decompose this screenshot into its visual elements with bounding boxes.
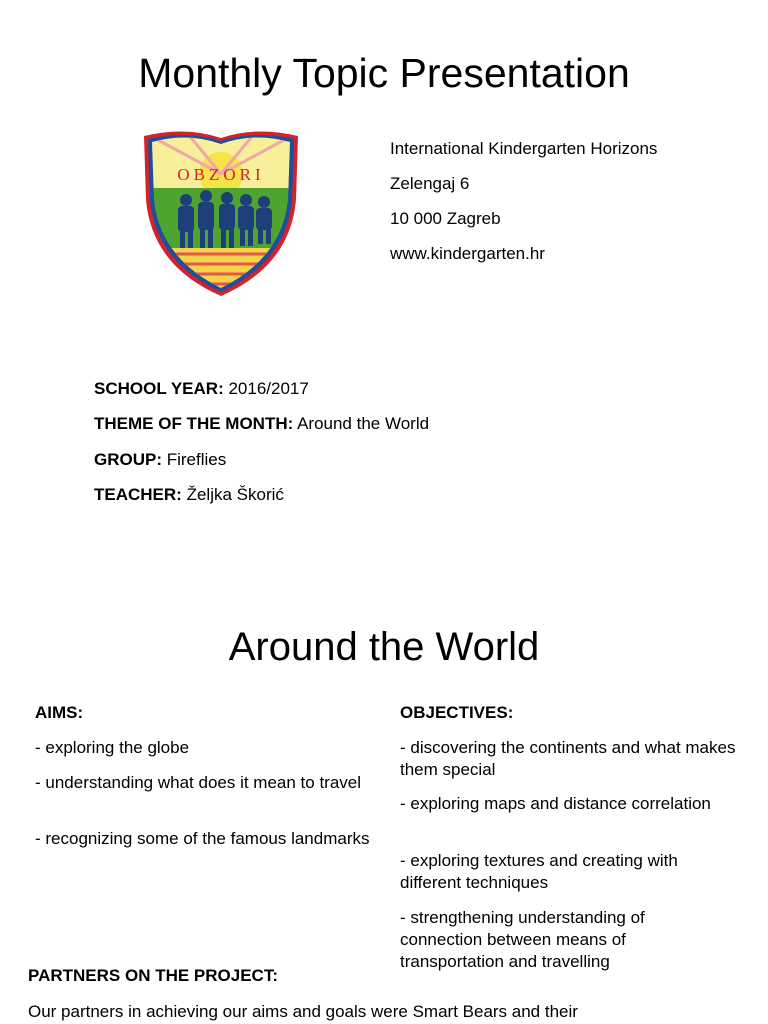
address-line-street: Zelengaj 6	[390, 174, 470, 193]
school-year-label: SCHOOL YEAR:	[94, 379, 224, 398]
teacher-row	[94, 484, 284, 506]
school-year-value: 2016/2017	[228, 379, 309, 398]
teacher-label: TEACHER:	[94, 485, 182, 504]
teacher-value: Željka Škorić	[186, 485, 284, 504]
aims-heading: AIMS:	[35, 703, 84, 722]
page-title: Monthly Topic Presentation	[138, 50, 630, 96]
school-year-row	[94, 378, 309, 400]
address-line-name: International Kindergarten Horizons	[390, 139, 658, 158]
aims-item: - understanding what does it mean to travel	[35, 773, 362, 792]
aims-item: - exploring the globe	[35, 738, 190, 757]
partners-heading: PARTNERS ON THE PROJECT:	[28, 966, 278, 985]
theme-row	[94, 413, 429, 435]
theme-label: THEME OF THE MONTH:	[94, 414, 294, 433]
objectives-item: - exploring maps and distance correlation	[400, 794, 711, 813]
aims-item: - recognizing some of the famous landmarks	[35, 829, 370, 848]
group-label: GROUP:	[94, 450, 162, 469]
theme-value: Around the World	[297, 414, 430, 433]
group-value: Fireflies	[166, 450, 227, 469]
objectives-item: - discovering the continents and what makes them special	[400, 738, 736, 779]
logo-text: OBZORI	[177, 165, 265, 184]
objectives-item: - exploring textures and creating with different techniques	[400, 851, 678, 892]
shield-emblem-icon	[138, 130, 304, 296]
address-line-city: 10 000 Zagreb	[390, 209, 501, 228]
section-title: Around the World	[228, 625, 540, 669]
objectives-heading: OBJECTIVES:	[400, 703, 514, 722]
partners-text: Our partners in achieving our aims and goals were Smart Bears and their	[28, 1002, 578, 1021]
group-row	[94, 449, 226, 471]
objectives-item: - strengthening understanding of connection between means of transportation and travelling	[400, 908, 645, 971]
address-line-website[interactable]: www.kindergarten.hr	[390, 244, 545, 263]
school-logo	[138, 130, 304, 296]
